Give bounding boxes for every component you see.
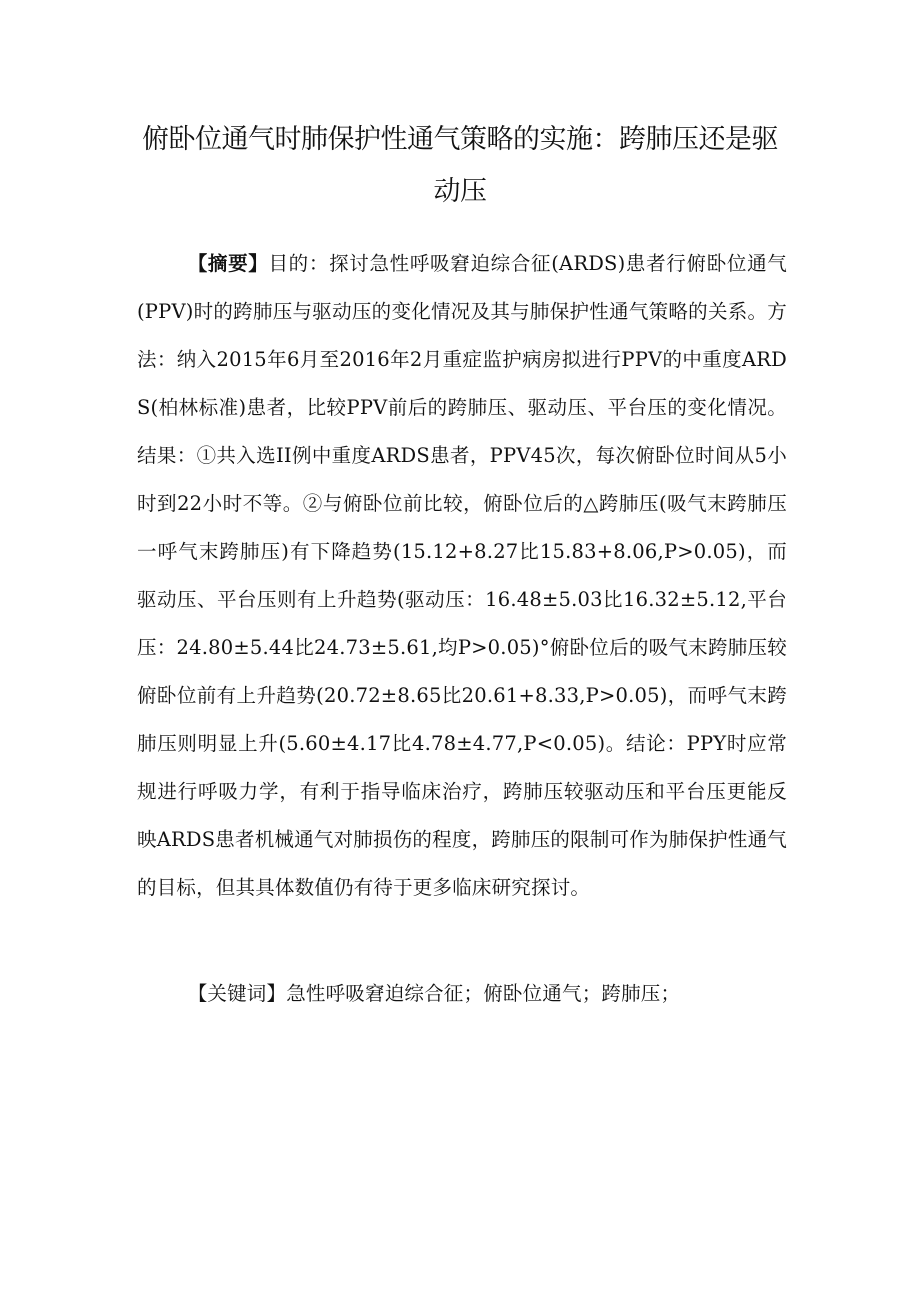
abstract-label: 【摘要】 (187, 252, 269, 275)
document-title: 俯卧位通气时肺保护性通气策略的实施：跨肺压还是驱动压 (142, 124, 778, 207)
abstract-paragraph (137, 240, 787, 912)
keywords-label: 【关键词】 (187, 982, 287, 1005)
abstract-text: 目的：探讨急性呼吸窘迫综合征(ARDS)患者行俯卧位通气(PPV)时的跨肺压与驱动压的变化情况及其与肺保护性通气策略的关系。方法：纳入2015年6月至2016年2月重症监护病房拟进行PPV的中重度ARDS(柏林标准)患者，比较PPV前后的跨肺压、驱动压、平台压的变化情况。结果：①共入选II例中重度ARDS患者，PPV45次，每次俯卧位时间从5小时到22小时不等。②与俯卧位前比较，俯卧位后的△跨肺压(吸气末跨肺压一呼气末跨肺压)有下降趋势(15.12+8.27比15.83+8.06,P>0.05)，而驱动压、平台压则有上升趋势(驱动压：16.48±5.03比16.32±5.12,平台压：24.80±5.44比24.73±5.61,均P>0.05)°俯卧位后的吸气末跨肺压较俯卧位前有上升趋势(20.72±8.65比20.61+8.33,P>0.05)，而呼气末跨肺压则明显上升(5.60±4.17比4.78±4.77,P<0.05)。结论：PPY时应常规进行呼吸力学，有利于指导临床治疗，跨肺压较驱动压和平台压更能反映ARDS患者机械通气对肺损伤的程度，跨肺压的限制可作为肺保护性通气的目标，但其具体数值仍有待于更多临床研究探讨。 (137, 252, 787, 899)
keywords-paragraph (137, 970, 787, 1018)
keywords-text: 急性呼吸窘迫综合征；俯卧位通气；跨肺压； (286, 982, 681, 1005)
